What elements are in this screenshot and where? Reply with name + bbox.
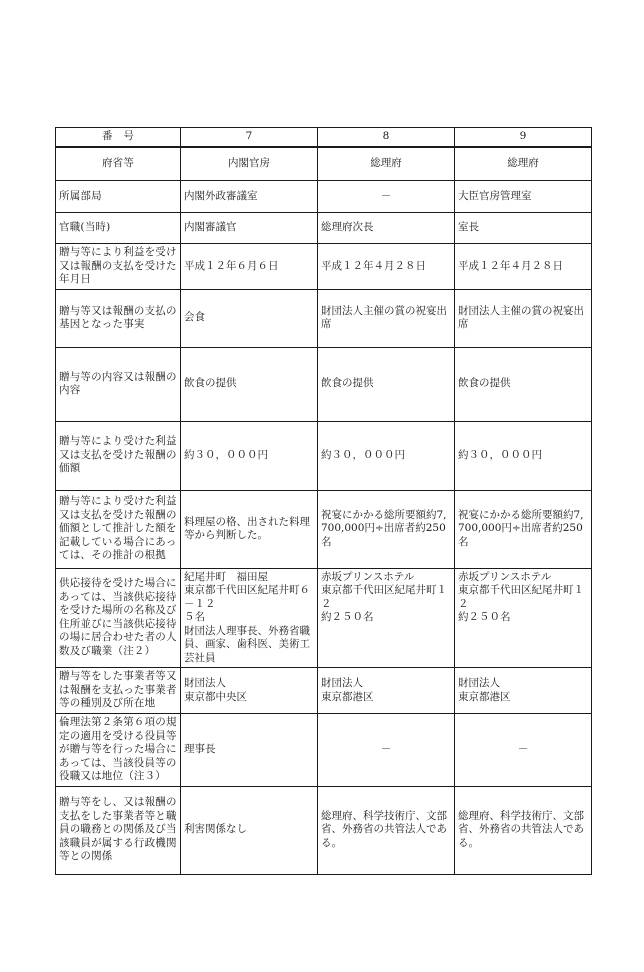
disclosure-table [55, 127, 592, 875]
cell-9: 大臣官房管理室 [455, 181, 592, 213]
cell-8: － [318, 714, 455, 787]
number-label: 番 号 [56, 128, 181, 147]
cell-8: 祝宴にかかる総所要額約7,700,000円÷出席者約250名 [318, 490, 455, 568]
row-basis [56, 490, 592, 568]
row-label: 贈与等により受けた利益又は支払を受けた報酬の価額 [56, 421, 181, 490]
cell-8: 総理府次長 [318, 213, 455, 244]
cell-7: 財団法人 東京都中央区 [181, 668, 318, 714]
cell-9: 平成１２年４月２８日 [455, 244, 592, 290]
row-value [56, 421, 592, 490]
cell-8: 赤坂プリンスホテル 東京都千代田区紀尾井町１２ 約２５０名 [318, 568, 455, 668]
cell-7: 内閣審議官 [181, 213, 318, 244]
cell-7: 約３０，０００円 [181, 421, 318, 490]
cell-9: 祝宴にかかる総所要額約7,700,000円÷出席者約250名 [455, 490, 592, 568]
cell-9: 総理府 [455, 147, 592, 181]
cell-8: 平成１２年４月２８日 [318, 244, 455, 290]
cell-7: 利害関係なし [181, 786, 318, 874]
row-label: 贈与等により利益を受け又は報酬の支払を受けた年月日 [56, 244, 181, 290]
cell-9: － [455, 714, 592, 787]
row-content [56, 347, 592, 421]
row-label: 贈与等をし、又は報酬の支払をした事業者等と職員の職務との関係及び当該職員が属する行政機関等との関係 [56, 786, 181, 874]
cell-8: 飲食の提供 [318, 347, 455, 421]
row-position [56, 213, 592, 244]
row-venue [56, 568, 592, 668]
cell-9: 約３０，０００円 [455, 421, 592, 490]
cell-9: 総理府、科学技術庁、文部省、外務省の共管法人である。 [455, 786, 592, 874]
cell-7: 理事長 [181, 714, 318, 787]
row-ministry [56, 147, 592, 181]
table-header-row [56, 128, 592, 147]
column-number-9: 9 [455, 128, 592, 147]
cell-7: 内閣外政審議室 [181, 181, 318, 213]
cell-7: 会食 [181, 289, 318, 347]
cell-9: 赤坂プリンスホテル 東京都千代田区紀尾井町１２ 約２５０名 [455, 568, 592, 668]
cell-7: 紀尾井町 福田屋 東京都千代田区紀尾井町６－１２ ５名 財団法人理事長、外務省職員、画家、歯科医、美術工芸社員 [181, 568, 318, 668]
column-number-8: 8 [318, 128, 455, 147]
row-label: 府省等 [56, 147, 181, 181]
row-label: 倫理法第２条第６項の規定の適用を受ける役員等が贈与等を行った場合にあっては、当該役員等の役職又は地位（注３） [56, 714, 181, 787]
cell-9: 財団法人主催の賞の祝宴出席 [455, 289, 592, 347]
row-label: 贈与等又は報酬の支払の基因となった事実 [56, 289, 181, 347]
cell-7: 平成１２年６月６日 [181, 244, 318, 290]
row-relation [56, 786, 592, 874]
row-label: 贈与等をした事業者等又は報酬を支払った事業者等の種別及び所在地 [56, 668, 181, 714]
cell-9: 財団法人 東京都港区 [455, 668, 592, 714]
row-label: 供応接待を受けた場合にあっては、当該供応接待を受けた場所の名称及び住所並びに当該供応接待の場に居合わせた者の人数及び職業（注２） [56, 568, 181, 668]
row-label: 贈与等の内容又は報酬の内容 [56, 347, 181, 421]
cell-8: 約３０，０００円 [318, 421, 455, 490]
row-label: 所属部局 [56, 181, 181, 213]
cell-8: 総理府、科学技術庁、文部省、外務省の共管法人である。 [318, 786, 455, 874]
row-label: 官職(当時) [56, 213, 181, 244]
row-cause [56, 289, 592, 347]
cell-9: 飲食の提供 [455, 347, 592, 421]
cell-8: 総理府 [318, 147, 455, 181]
cell-9: 室長 [455, 213, 592, 244]
row-date [56, 244, 592, 290]
cell-7: 料理屋の格、出された料理等から判断した。 [181, 490, 318, 568]
row-department [56, 181, 592, 213]
row-label: 贈与等により受けた利益又は支払を受けた報酬の価額として推計した額を記載している場合にあっては、その推計の根拠 [56, 490, 181, 568]
cell-8: 財団法人主催の賞の祝宴出席 [318, 289, 455, 347]
row-provider [56, 668, 592, 714]
cell-8: 財団法人 東京都港区 [318, 668, 455, 714]
cell-8: － [318, 181, 455, 213]
cell-7: 飲食の提供 [181, 347, 318, 421]
row-officer [56, 714, 592, 787]
column-number-7: 7 [181, 128, 318, 147]
cell-7: 内閣官房 [181, 147, 318, 181]
